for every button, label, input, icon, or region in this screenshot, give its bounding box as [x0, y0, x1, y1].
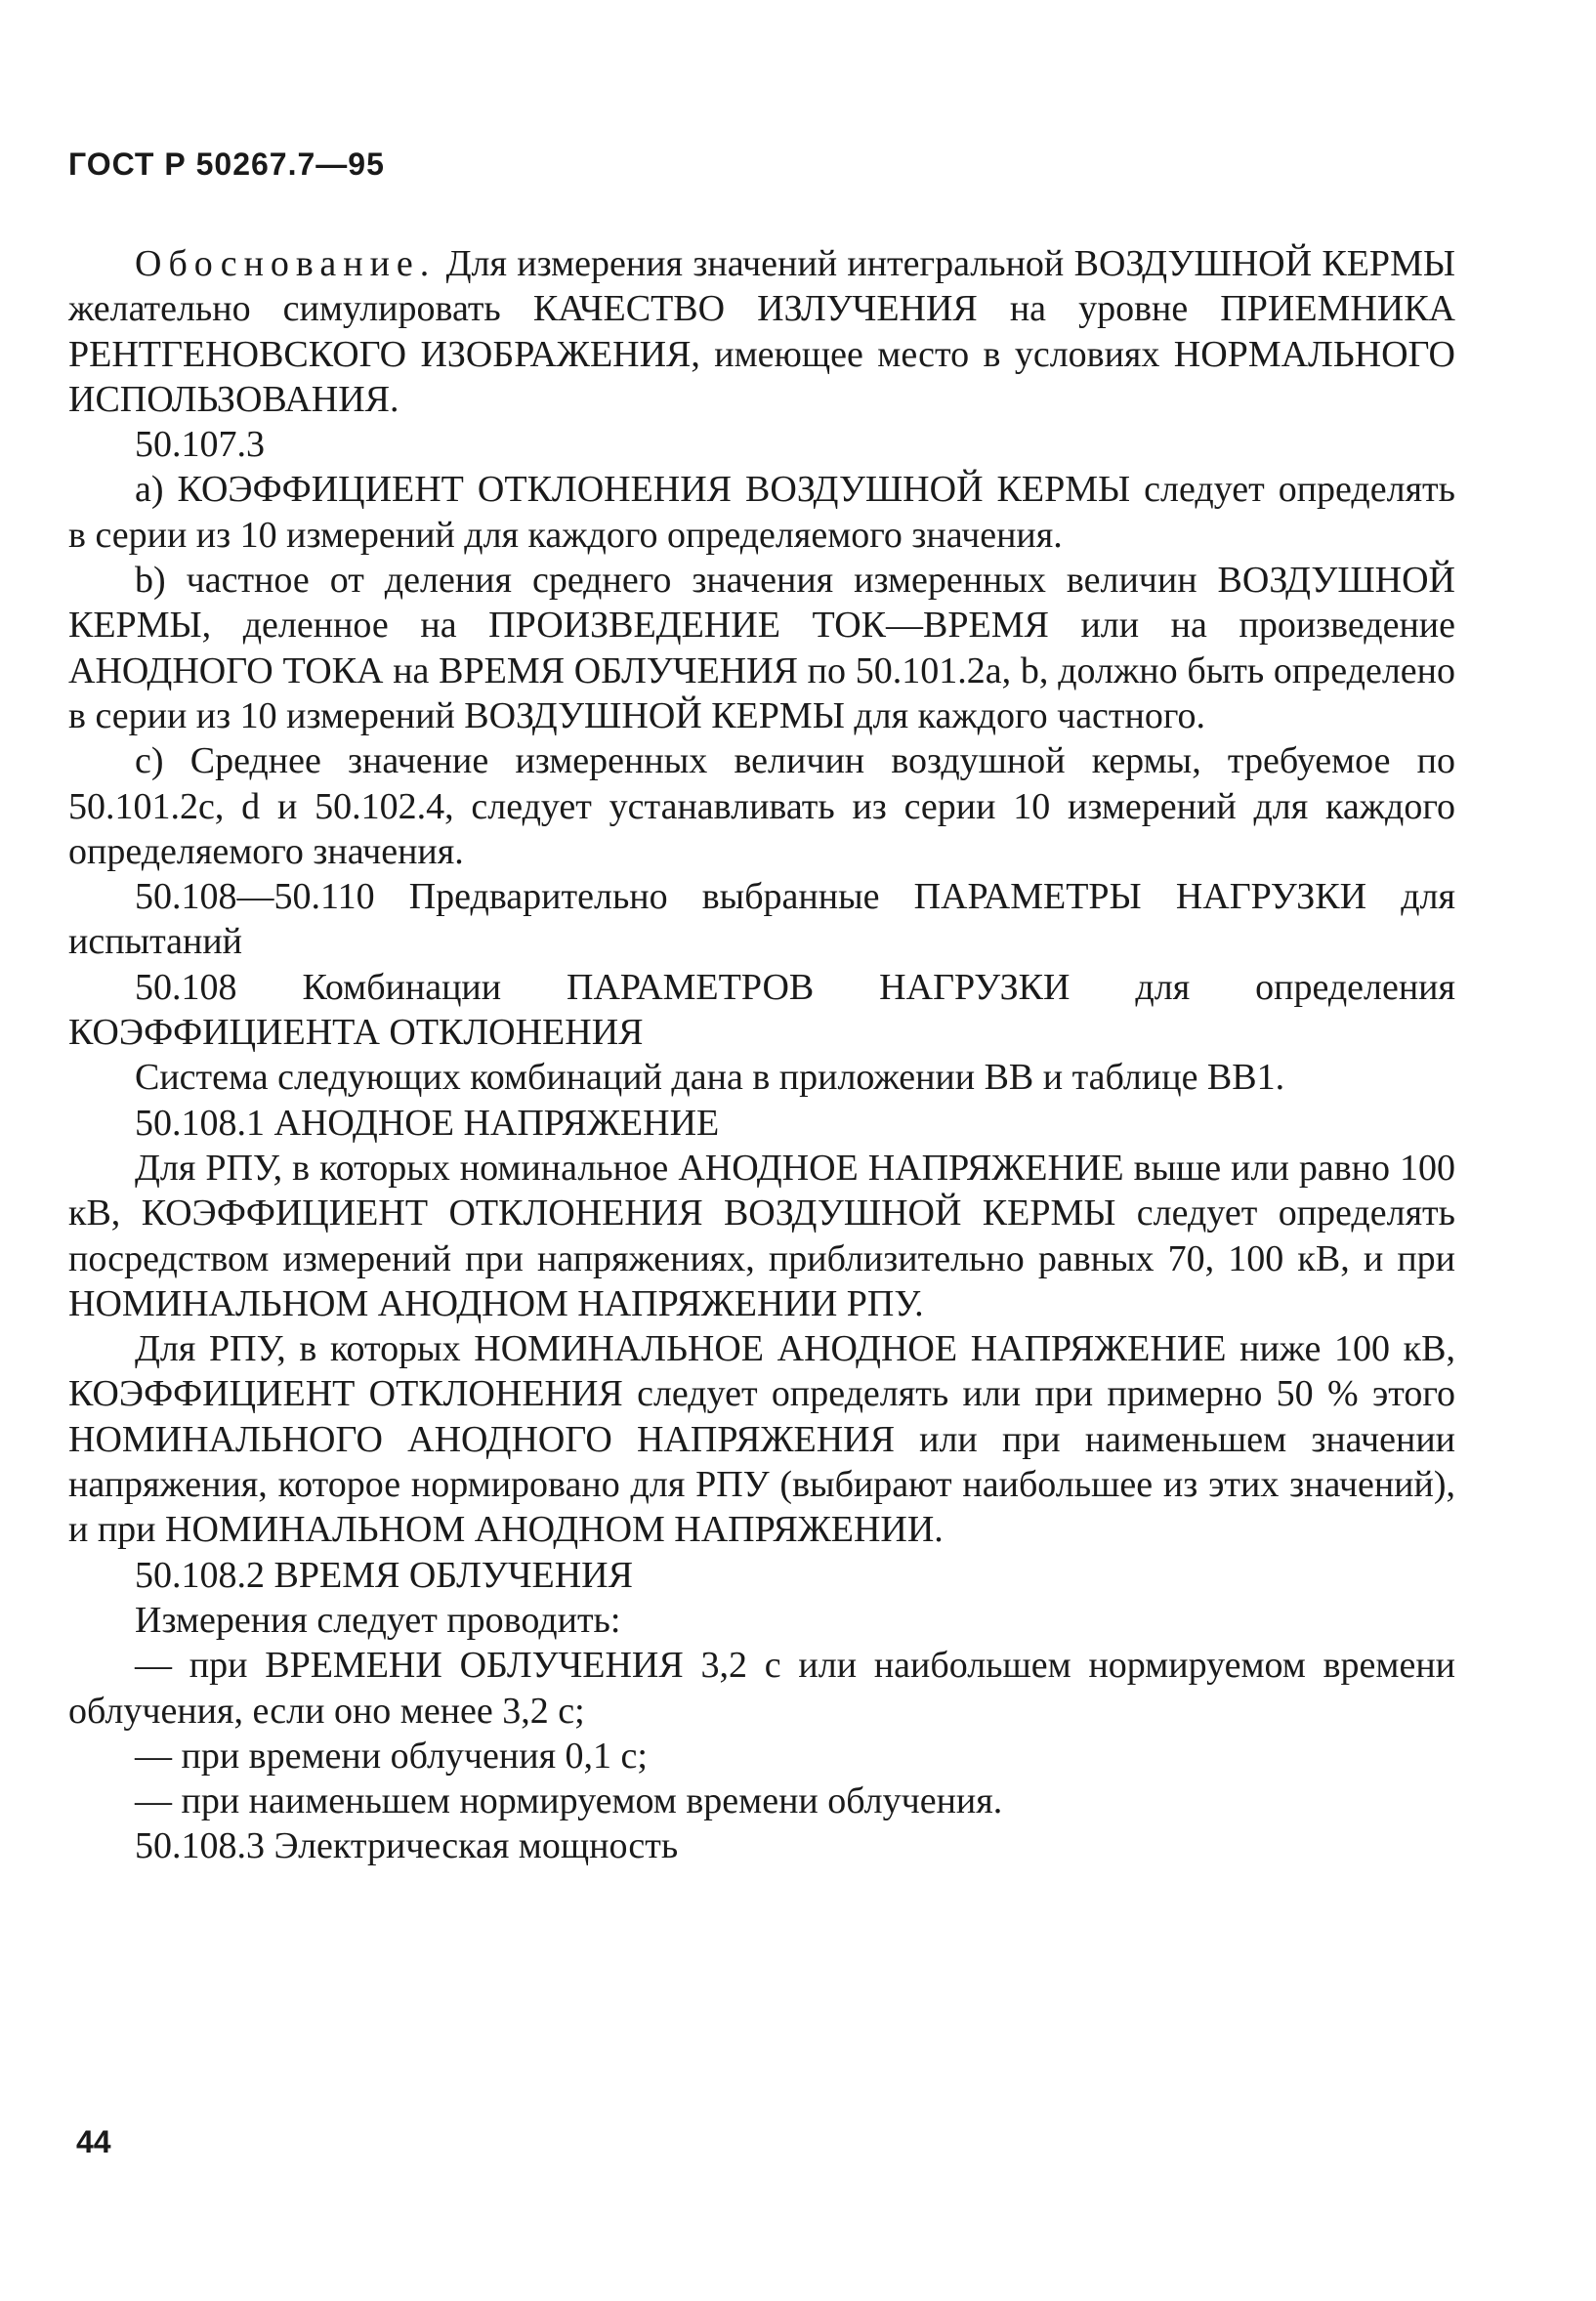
paragraph-measurements-intro: Измерения следует проводить: [135, 1599, 621, 1641]
clause-50-108-1: 50.108.1 АНОДНОЕ НАПРЯЖЕНИЕ [135, 1102, 720, 1144]
standard-code-header: ГОСТ Р 50267.7—95 [68, 146, 385, 182]
clause-50-108: 50.108 Комбинации ПАРАМЕТРОВ НАГРУЗКИ для определения КОЭФФИЦИЕНТА ОТКЛОНЕНИЯ [68, 966, 1455, 1054]
clause-50-108-3: 50.108.3 Электрическая мощность [135, 1825, 679, 1867]
clause-item-a: a) КОЭФФИЦИЕНТ ОТКЛОНЕНИЯ ВОЗДУШНОЙ КЕРМЫ следует определять в серии из 10 измерений для каждого определяемого значения. [68, 469, 1455, 556]
clause-item-b: b) частное от деления среднего значения измеренных величин ВОЗДУШНОЙ КЕРМЫ, деленное на ПРОИЗВЕДЕНИЕ ТОК—ВРЕМЯ или на произведение АНОДНОГО ТОКА на ВРЕМЯ ОБЛУЧЕНИЯ по 50.101.2a, b, должно быть определено в серии из 10 измерений ВОЗДУШНОЙ КЕРМЫ для каждого частного. [68, 560, 1455, 736]
clause-50-107-3: 50.107.3 [135, 424, 265, 466]
document-page [68, 146, 1455, 1869]
list-item-exposure-0-1: — при времени облучения 0,1 с; [135, 1735, 648, 1777]
paragraph-combinations: Система следующих комбинаций дана в приложении ВВ и таблице ВВ1. [135, 1057, 1285, 1099]
clause-item-c: c) Среднее значение измеренных величин воздушной кермы, требуемое по 50.101.2c, d и 50.102.4, следует устанавливать из серии 10 измерений для каждого определяемого значения. [68, 740, 1455, 872]
page-number: 44 [76, 2124, 111, 2159]
clause-50-108-50-110: 50.108—50.110 Предварительно выбранные ПАРАМЕТРЫ НАГРУЗКИ для испытаний [68, 876, 1455, 963]
list-item-exposure-3-2: — при ВРЕМЕНИ ОБЛУЧЕНИЯ 3,2 с или наибольшем нормируемом времени облучения, если оно менее 3,2 с; [68, 1645, 1455, 1732]
rationale-lead: Обоснование. [135, 243, 437, 284]
paragraph-voltage-high: Для РПУ, в которых номинальное АНОДНОЕ НАПРЯЖЕНИЕ выше или равно 100 кВ, КОЭФФИЦИЕНТ ОТКЛОНЕНИЯ ВОЗДУШНОЙ КЕРМЫ следует определять посредством измерений при напряжениях, приблизительно равных 70, 100 кВ, и при НОМИНАЛЬНОМ АНОДНОМ НАПРЯЖЕНИИ РПУ. [68, 1147, 1455, 1324]
clause-50-108-2: 50.108.2 ВРЕМЯ ОБЛУЧЕНИЯ [135, 1554, 633, 1596]
paragraph-rationale [68, 241, 1455, 422]
rationale-text: Для измерения значений интегральной ВОЗДУШНОЙ КЕРМЫ желательно симулировать КАЧЕСТВО ИЗЛУЧЕНИЯ на уровне ПРИЕМНИКА РЕНТГЕНОВСКОГО ИЗОБРАЖЕНИЯ, имеющее место в условиях НОРМАЛЬНОГО ИСПОЛЬЗОВАНИЯ. [68, 243, 1455, 420]
list-item-exposure-min: — при наименьшем нормируемом времени облучения. [135, 1780, 1003, 1822]
paragraph-voltage-low: Для РПУ, в которых НОМИНАЛЬНОЕ АНОДНОЕ НАПРЯЖЕНИЕ ниже 100 кВ, КОЭФФИЦИЕНТ ОТКЛОНЕНИЯ следует определять или при примерно 50 % этого НОМИНАЛЬНОГО АНОДНОГО НАПРЯЖЕНИЯ или при наименьшем значении напряжения, которое нормировано для РПУ (выбирают наибольшее из этих значений), и при НОМИНАЛЬНОМ АНОДНОМ НАПРЯЖЕНИИ. [68, 1328, 1455, 1551]
document-body [68, 241, 1455, 1869]
